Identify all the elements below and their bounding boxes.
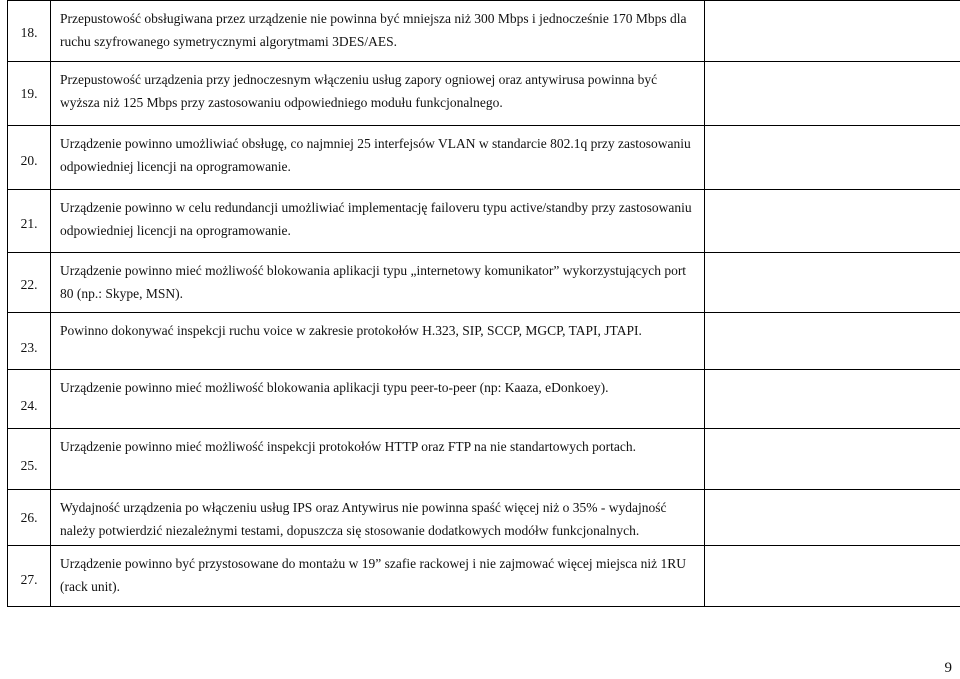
requirement-text: Urządzenie powinno mieć możliwość inspekcji protokołów HTTP oraz FTP na nie standartowych portach. — [51, 429, 705, 490]
requirement-text: Przepustowość obsługiwana przez urządzenie nie powinna być mniejsza niż 300 Mbps i jednocześnie 170 Mbps dla ruchu szyfrowanego symetrycznymi algorytmami 3DES/AES. — [51, 1, 705, 62]
requirement-text: Przepustowość urządzenia przy jednoczesnym włączeniu usług zapory ogniowej oraz antywirusa powinna być wyższa niż 125 Mbps przy zastosowaniu odpowiedniego modułu funkcjonalnego. — [51, 62, 705, 126]
row-number-cell — [8, 546, 51, 607]
page-number: 9 — [944, 660, 952, 676]
row-number: 18. — [20, 25, 38, 40]
row-number-cell — [8, 1, 51, 62]
row-number: 25. — [20, 458, 38, 473]
row-number: 26. — [20, 510, 38, 525]
empty-cell — [705, 370, 960, 429]
requirement-text: Urządzenie powinno być przystosowane do montażu w 19” szafie rackowej i nie zajmować więcej miejsca niż 1RU (rack unit). — [51, 546, 705, 607]
row-number-cell — [8, 190, 51, 253]
empty-cell — [705, 62, 960, 126]
table-row — [8, 190, 960, 253]
row-number: 22. — [20, 277, 38, 292]
table-row — [8, 313, 960, 370]
empty-cell — [705, 1, 960, 62]
row-number-cell — [8, 253, 51, 313]
row-number-cell — [8, 62, 51, 126]
row-number: 24. — [20, 398, 38, 413]
empty-cell — [705, 126, 960, 190]
row-number: 20. — [20, 153, 38, 168]
row-number-cell — [8, 126, 51, 190]
requirement-text: Urządzenie powinno umożliwiać obsługę, co najmniej 25 interfejsów VLAN w standarcie 802.1q przy zastosowaniu odpowiedniej licencji na oprogramowanie. — [51, 126, 705, 190]
table-row — [8, 62, 960, 126]
row-number-cell — [8, 313, 51, 370]
row-number: 27. — [20, 572, 38, 587]
requirements-table — [7, 0, 960, 607]
requirement-text: Urządzenie powinno w celu redundancji umożliwiać implementację failoveru typu active/standby przy zastosowaniu odpowiedniej licencji na oprogramowanie. — [51, 190, 705, 253]
table-row — [8, 490, 960, 546]
empty-cell — [705, 546, 960, 607]
empty-cell — [705, 313, 960, 370]
empty-cell — [705, 253, 960, 313]
requirement-text: Urządzenie powinno mieć możliwość blokowania aplikacji typu peer-to-peer (np: Kaaza, eDonkoey). — [51, 370, 705, 429]
row-number-cell — [8, 490, 51, 546]
table-row — [8, 126, 960, 190]
requirement-text: Wydajność urządzenia po włączeniu usług IPS oraz Antywirus nie powinna spaść więcej niż o 35% - wydajność należy potwierdzić niezależnymi testami, dopuszcza się stosowanie dodatkowych modółw funkcjonalnych. — [51, 490, 705, 546]
row-number: 21. — [20, 216, 38, 231]
empty-cell — [705, 490, 960, 546]
row-number-cell — [8, 429, 51, 490]
table-row — [8, 429, 960, 490]
requirement-text: Powinno dokonywać inspekcji ruchu voice w zakresie protokołów H.323, SIP, SCCP, MGCP, TAPI, JTAPI. — [51, 313, 705, 370]
row-number-cell — [8, 370, 51, 429]
row-number: 19. — [20, 86, 38, 101]
table-row — [8, 253, 960, 313]
row-number: 23. — [20, 340, 38, 355]
table-row — [8, 546, 960, 607]
table-row — [8, 370, 960, 429]
requirement-text: Urządzenie powinno mieć możliwość blokowania aplikacji typu „internetowy komunikator” wykorzystujących port 80 (np.: Skype, MSN). — [51, 253, 705, 313]
table-row — [8, 1, 960, 62]
empty-cell — [705, 190, 960, 253]
empty-cell — [705, 429, 960, 490]
